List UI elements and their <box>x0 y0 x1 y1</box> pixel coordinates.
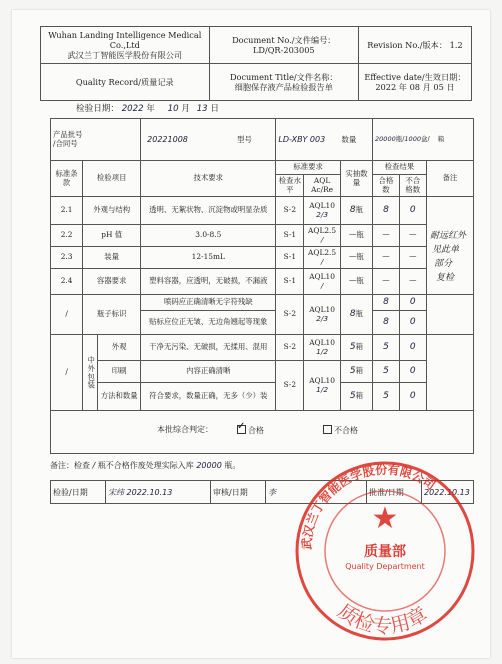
packaging-sample-value: 5 <box>349 391 356 402</box>
table-row <box>51 225 474 247</box>
row-aql <box>304 269 341 295</box>
table-row <box>51 269 474 295</box>
revision-cell: Revision No./版本： 1.2 <box>358 27 471 64</box>
bottle-label-pass-2: 8 <box>373 311 400 335</box>
document-header <box>40 26 472 101</box>
doc-number-label: Document No./文件编号： <box>232 34 336 45</box>
inspection-date <box>76 102 219 114</box>
row-aql-value: AQL2.5 <box>308 247 337 257</box>
row-sample-unit: 瓶 <box>356 276 364 286</box>
product-info-row <box>51 119 474 161</box>
carton-unit: 箱 <box>437 134 445 143</box>
packaging-fail: 0 <box>399 335 426 361</box>
row-sample-unit: 瓶 <box>355 205 363 215</box>
row-aql <box>304 225 341 247</box>
row-sample-unit: 瓶 <box>356 252 364 262</box>
packaging-pass: 5 <box>373 361 400 383</box>
doc-number-cell <box>209 27 358 64</box>
inspection-month: 10 <box>167 104 179 114</box>
side-note-4: 复检 <box>436 273 455 283</box>
row-tech: 12-15mL <box>141 247 276 269</box>
company-name-cn: 武汉兰丁智能医学股份有限公司 <box>67 50 183 61</box>
row-item: 装量 <box>83 247 141 269</box>
quality-department-stamp <box>290 456 480 646</box>
packaging-group: 中外包装 <box>83 335 98 411</box>
packaging-acre-value: 1/2 <box>316 346 329 356</box>
row-clause: 2.4 <box>51 269 83 295</box>
col-tech: 技术要求 <box>141 161 276 197</box>
table-row <box>51 247 474 269</box>
packaging-aql-value: AQL10 <box>309 337 335 347</box>
side-note-1: 耐远红外 <box>430 231 467 241</box>
bottle-label-level: S-2 <box>276 295 304 335</box>
doc-title-label: Document Title/文件名称： <box>229 71 338 82</box>
bottle-label-pass-1: 8 <box>373 295 400 311</box>
packaging-sample-unit: 箱 <box>355 391 363 401</box>
row-fail: — <box>399 247 426 269</box>
doc-number-value: LD/QR-203005 <box>252 45 315 55</box>
row-clause: 2.1 <box>51 197 83 225</box>
review-label: 审核/日期 <box>211 481 266 504</box>
pass-checkbox[interactable] <box>237 425 246 434</box>
approve-label: 批准/日期 <box>367 481 422 504</box>
approve-signature: 2022.10.13 <box>422 481 474 504</box>
row-level: S-1 <box>276 269 304 295</box>
month-unit: 月 <box>181 104 190 114</box>
judgement-fail[interactable] <box>323 425 358 436</box>
review-signature: 李 <box>266 481 367 504</box>
row-sample-value: — <box>349 252 357 262</box>
col-note: 备注 <box>426 161 473 197</box>
inspect-label: 检验/日期 <box>51 481 106 504</box>
year-unit: 年 <box>146 104 155 114</box>
row-aql-value: AQL2.5 <box>308 225 337 235</box>
col-aql <box>304 175 341 197</box>
packaging-aql <box>304 335 341 361</box>
row-aql <box>304 247 341 269</box>
bottle-label-tech-2: 贴标应位正无皱、无边角翘起等现象 <box>141 311 276 335</box>
remark-suffix: 瓶。 <box>224 461 241 470</box>
col-fail: 不合格数 <box>399 175 426 197</box>
col-sample: 实抽数量 <box>340 161 372 197</box>
row-clause: 2.2 <box>51 225 83 247</box>
effective-date-value: 2022 年 08 月 05 日 <box>375 82 455 92</box>
batch-cell <box>51 119 141 161</box>
bottle-label-sample-value: 8 <box>349 309 356 320</box>
packaging-acre-value: 1/2 <box>316 384 329 394</box>
quality-record-cell: Quality Record/质量记录 <box>41 64 210 101</box>
judgement-cell <box>51 411 474 454</box>
row-item: 外观与结构 <box>83 197 141 225</box>
bottle-label-note <box>426 295 473 335</box>
row-item: pH 值 <box>83 225 141 247</box>
quantity-boxes: 1000 <box>404 134 421 143</box>
inspection-date-label: 检验日期： <box>76 104 119 114</box>
packaging-sample-value: 5 <box>349 342 356 353</box>
row-sample-value: 8 <box>349 205 356 216</box>
row-fail: 0 <box>399 197 426 225</box>
row-aql-value: AQL10 <box>309 200 335 210</box>
packaging-aql <box>304 361 341 411</box>
model-value-cell <box>276 119 373 161</box>
model-value: LD-XBY 003 <box>278 134 326 144</box>
row-tech: 塑料容器，应透明，无破损，不漏液 <box>141 269 276 295</box>
col-std-req: 标准要求 <box>276 161 340 175</box>
row-acre-value: / <box>320 234 324 244</box>
bottle-label-fail-1: 0 <box>399 295 426 311</box>
box-unit: 盒/ <box>420 134 430 143</box>
row-tech: 3.0-8.5 <box>141 225 276 247</box>
stamp-center-cn: 质量部 <box>364 544 406 560</box>
batch-label: 产品批号 <box>53 129 83 139</box>
batch-value: 20221008 <box>147 134 188 144</box>
row-level: S-1 <box>276 247 304 269</box>
col-aql-label: AQL <box>313 175 331 185</box>
packaging-sample-unit: 箱 <box>355 342 363 352</box>
packaging-pass: 5 <box>373 383 400 411</box>
quantity-label: 数量 <box>341 134 357 144</box>
doc-title-value: 细胞保存液产品检验报告单 <box>234 82 333 92</box>
row-tech: 透明、无絮状物、沉淀物或明显杂质 <box>141 197 276 225</box>
pass-label: 合格 <box>248 426 264 435</box>
doc-title-cell <box>209 64 358 101</box>
inspection-day: 13 <box>196 104 208 114</box>
row-sample <box>340 247 372 269</box>
bottle-label-sample <box>340 295 372 335</box>
model-cell <box>141 119 276 161</box>
row-sample-value: — <box>349 276 357 286</box>
bottle-unit: 瓶/ <box>395 134 405 143</box>
row-acre-value: / <box>320 280 324 290</box>
row-level: S-2 <box>276 197 304 225</box>
remark-middle: 瓶不合格作废处理实际入库 <box>97 461 194 470</box>
stamp-top-text <box>299 462 438 550</box>
packaging-sample <box>340 383 372 411</box>
judgement-pass[interactable] <box>237 425 264 436</box>
row-pass: — <box>373 225 400 247</box>
model-label: 型号 <box>237 135 252 144</box>
packaging-sample-value: 5 <box>349 366 356 377</box>
fail-label: 不合格 <box>334 426 358 435</box>
bottle-label-row-1 <box>51 295 474 311</box>
row-pass: — <box>373 247 400 269</box>
remark-prefix: 备注：检查 <box>50 461 90 470</box>
bottle-label-tech-1: 喷码应正确清晰无字符残缺 <box>141 295 276 311</box>
judgement-row <box>51 411 474 454</box>
row-sample <box>340 197 372 225</box>
row-acre-value: 2/3 <box>316 209 329 219</box>
packaging-fail: 0 <box>399 383 426 411</box>
packaging-level: S-2 <box>276 335 304 361</box>
row-sample-unit: 瓶 <box>356 230 364 240</box>
col-pass: 合格数 <box>373 175 400 197</box>
col-item: 检验项目 <box>83 161 141 197</box>
packaging-sample-unit: 箱 <box>355 366 363 376</box>
bottle-label-fail-2: 0 <box>399 311 426 335</box>
row-level: S-1 <box>276 225 304 247</box>
fail-checkbox[interactable] <box>323 425 332 434</box>
column-header-row-1 <box>51 161 474 175</box>
day-unit: 日 <box>210 104 219 114</box>
col-acre-label: Ac/Re <box>311 184 334 194</box>
row-sample <box>340 269 372 295</box>
contract-label: /合同号 <box>53 138 78 148</box>
remark-count: / <box>92 461 96 470</box>
packaging-pass: 5 <box>373 335 400 361</box>
quantity-cell <box>373 119 474 161</box>
row-aql-value: AQL10 <box>309 271 335 281</box>
effective-date-cell <box>358 64 471 101</box>
stamp-star: ★ <box>371 501 399 536</box>
packaging-sample <box>340 361 372 383</box>
bottle-label-aql <box>304 295 341 335</box>
packaging-tech: 内容正确清晰 <box>141 361 276 383</box>
row-clause: 2.3 <box>51 247 83 269</box>
col-result: 检查结果 <box>373 161 427 175</box>
packaging-row <box>51 383 474 411</box>
bottle-label-aql-value: AQL10 <box>309 304 335 314</box>
inspect-signature: 宋纬 2022.10.13 <box>106 481 211 504</box>
row-fail: — <box>399 225 426 247</box>
effective-date-label: Effective date/生效日期： <box>364 71 466 82</box>
stamp-center-en: Quality Department <box>345 562 425 571</box>
packaging-tech: 干净无污染、无破损，无揉用、混用 <box>141 335 276 361</box>
row-pass: — <box>373 269 400 295</box>
bottle-label-item: 瓶子标识 <box>83 295 141 335</box>
packaging-fail: 0 <box>399 361 426 383</box>
row-sample-value: — <box>349 230 357 240</box>
stamp-bottom-textpath: 质检专用章 <box>333 598 432 639</box>
packaging-note <box>426 335 473 411</box>
inspection-table <box>50 118 474 454</box>
packaging-sample <box>340 335 372 361</box>
row-pass: 8 <box>373 197 400 225</box>
col-level: 检查水平 <box>276 175 304 197</box>
judgement-label: 本批综合判定： <box>157 425 213 434</box>
bottle-label-sample-unit: 瓶 <box>355 309 363 319</box>
row-sample <box>340 225 372 247</box>
packaging-item: 印刷 <box>98 361 141 383</box>
row-fail: — <box>399 269 426 295</box>
inspection-year: 2022 <box>121 104 144 114</box>
packaging-row <box>51 335 474 361</box>
packaging-tech: 符合要求，数量正确，无多（少）装 <box>141 383 276 411</box>
packaging-level: S-2 <box>276 361 304 411</box>
bottle-label-clause: / <box>51 295 83 335</box>
table-row <box>51 197 474 225</box>
quantity-bottles: 20000 <box>375 134 396 143</box>
side-note-2: 见此单 <box>432 245 460 255</box>
company-name-en: Wuhan Landing Intelligence Medical Co.,Ltd <box>48 29 202 50</box>
row-item: 容器要求 <box>83 269 141 295</box>
packaging-clause: / <box>51 335 83 411</box>
packaging-aql-value: AQL10 <box>309 375 335 385</box>
remark <box>50 460 240 471</box>
packaging-item: 外观 <box>98 335 141 361</box>
packaging-row <box>51 361 474 383</box>
packaging-item: 方法和数量 <box>98 383 141 411</box>
row-aql <box>304 197 341 225</box>
side-note-3: 部分 <box>434 259 453 269</box>
row-acre-value: / <box>320 256 324 266</box>
bottle-label-acre-value: 2/3 <box>316 313 329 323</box>
col-clause: 标准条款 <box>51 161 83 197</box>
company-cell <box>41 27 210 64</box>
stamp-top-textpath: 武汉兰丁智能医学股份有限公司 <box>299 462 438 550</box>
remark-qty: 20000 <box>196 461 222 470</box>
